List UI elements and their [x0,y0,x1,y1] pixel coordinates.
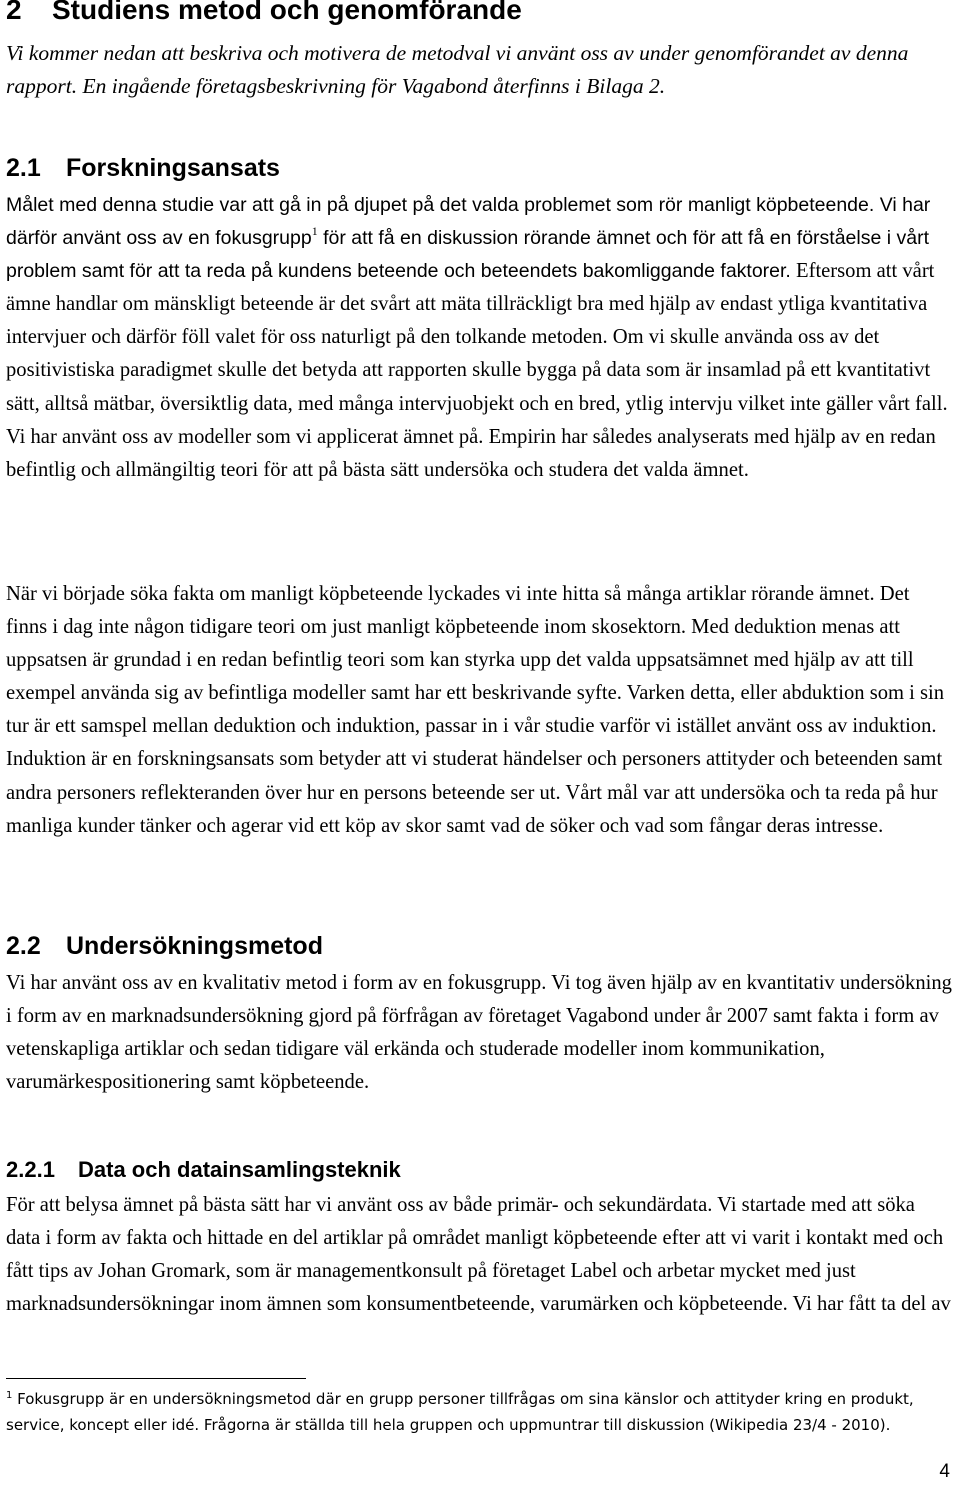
section-2-2-1-heading [6,1157,401,1183]
section-2-1-paragraph-2: När vi började söka fakta om manligt köpbeteende lyckades vi inte hitta så många artiklar rörande ämnet. Det finns i dag inte någon tidigare teori om just manligt köpbeteende inom skosektorn. Med deduktion menas att uppsatsen är grundad i en redan befintlig teori som kan styrka upp det valda uppsatsämnet med hjälp av att till exempel använda sig av befintliga modeller samt har ett beskrivande syfte. Varken detta, eller abduktion som i sin tur är ett samspel mellan deduktion och induktion, passar in i vår studie varför vi istället använt oss av induktion. Induktion är en forskningsansats som betyder att vi studerat händelser och personers attityder och beteenden samt andra personers reflekteranden över hur en persons beteende ser ut. Vårt mål var att undersöka och ta reda på hur manliga kunder tänker och agerar vid ett köp av skor samt vad de söker och vad som fångar deras intresse. [6,583,945,837]
section-2-2-1-paragraph: För att belysa ämnet på bästa sätt har vi använt oss av både primär- och sekundärdata. Vi startade med att söka data i form av fakta och hittade en del artiklar på området manligt köpbeteende efter att vi varit i kontakt med och fått tips av Johan Gromark, som är managementkonsult på företaget Label och arbetar mycket med just marknadsundersökningar inom ämnen som konsumentbeteende, varumärken och köpbeteende. Vi har fått ta del av [6,1194,951,1316]
section-number: 2 [6,0,22,25]
section-2-2-heading [6,932,323,961]
section-number: 2.1 [6,154,41,182]
section-title: Forskningsansats [66,154,280,182]
section-2-1-paragraph-1 [6,189,952,487]
footnote-reference: 1 [311,224,318,239]
paragraph-text: Eftersom att vårt ämne handlar om mänskligt beteende är det svårt att mäta tillräckligt bra med hjälp av endast ytliga kvantitativa intervjuer och därför föll valet för oss naturligt på den tolkande metoden. Om vi skulle använda oss av det positivistiska paradigmet skulle det betyda att rapporten skulle bygga på data som är insamlad på ett kvantitativt sätt, alltså mätbar, översiktlig data, med många intervjuobjekt och en bred, ytlig intervju vilket inte gäller vårt fall. Vi har använt oss av modeller som vi applicerat ämnet på. Empirin har således analyserats med hjälp av en redan befintlig och allmängiltig teori för att på bästa sätt undersöka och studera det valda ämnet. [6,260,948,481]
paragraph-text: för att få en diskussion rörande ämnet och för att få en förståelse i vårt problem samt för att ta reda på kundens beteende och beteendets bakomliggande faktorer. [6,227,930,283]
footnote-marker: 1 [6,1390,13,1401]
section-title: Studiens metod och genomförande [52,0,522,25]
section-number: 2.2 [6,932,41,960]
section-2-1-heading [6,154,280,183]
footnote [6,1386,952,1438]
footnote-separator [6,1378,306,1379]
section-2-2-paragraph: Vi har använt oss av en kvalitativ metod i form av en fokusgrupp. Vi tog även hjälp av en kvantitativ undersökning i form av en marknadsundersökning gjord på förfrågan av företaget Vagabond under år 2007 samt fakta i form av vetenskapliga artiklar och sedan tidigare väl erkända och studerade modeller inom kommunikation, varumärkespositionering samt köpbeteende. [6,972,952,1094]
section-title: Undersökningsmetod [66,932,323,960]
section-title: Data och datainsamlingsteknik [78,1157,401,1182]
footnote-text: Fokusgrupp är en undersökningsmetod där en grupp personer tillfrågas om sina känslor och attityder kring en produkt, service, koncept eller idé. Frågorna är ställda till hela gruppen och uppmuntrar till diskussion (Wikipedia 23/4 - 2010). [6,1390,914,1434]
section-2-heading [6,0,522,26]
paragraph-text: Målet med denna studie var att gå in på djupet på det valda problemet som rör manligt köpbeteende. Vi har därför använt oss av en fokusgrupp [6,194,931,250]
page-number: 4 [939,1461,950,1482]
section-2-intro: Vi kommer nedan att beskriva och motivera de metodval vi använt oss av under genomförandet av denna rapport. En ingående företagsbeskrivning för Vagabond återfinns i Bilaga 2. [6,41,909,98]
section-number: 2.2.1 [6,1157,55,1182]
